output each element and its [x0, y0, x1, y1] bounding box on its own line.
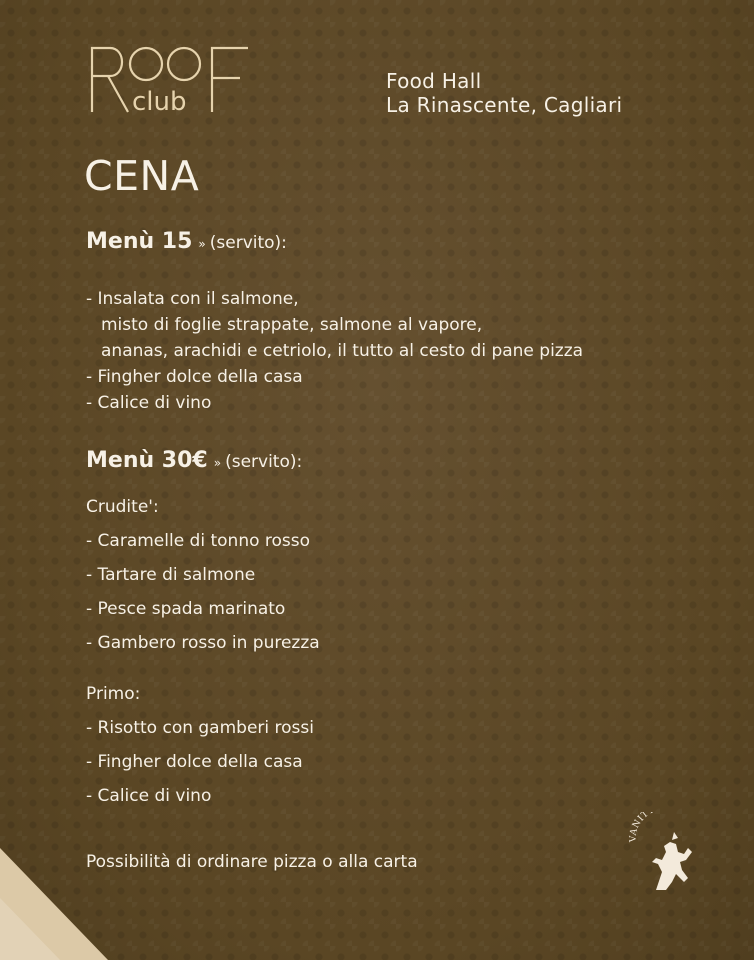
vanity-club-logo [628, 812, 714, 898]
primo-item: - Calice di vino [86, 786, 212, 806]
menu-15-item: - Fingher dolce della casa [86, 367, 303, 387]
menu-15-item: - Calice di vino [86, 393, 212, 413]
roof-club-logo [88, 42, 253, 114]
decorative-corner-shade [0, 898, 60, 960]
vanity-club-emblem [628, 812, 714, 898]
crudite-item: - Gambero rosso in purezza [86, 633, 320, 653]
crudite-item: - Pesce spada marinato [86, 599, 286, 619]
menu-15-note: (servito): [209, 233, 287, 253]
venue-address [386, 69, 622, 117]
crudite-item: - Tartare di salmone [86, 565, 256, 585]
address-line-1: Food Hall [386, 69, 482, 93]
menu-15-item: - Insalata con il salmone, [86, 289, 299, 309]
menu-30-name: Menù 30€ [86, 448, 208, 473]
menu-30-heading [86, 448, 302, 473]
page-title: CENA [84, 152, 200, 200]
svg-text:VANITY CLUB: VANIT [628, 812, 652, 843]
address-line-2: La Rinascente, Cagliari [386, 93, 623, 117]
menu-15-item-detail: misto di foglie strappate, salmone al vapore, [101, 315, 483, 335]
primo-item: - Fingher dolce della casa [86, 752, 303, 772]
primo-label: Primo: [86, 684, 141, 704]
primo-item: - Risotto con gamberi rossi [86, 718, 314, 738]
arrow-icon: » [213, 456, 222, 470]
menu-15-heading [86, 229, 287, 254]
footer-note: Possibilità di ordinare pizza o alla carta [86, 852, 418, 872]
menu-15-item-detail: ananas, arachidi e cetriolo, il tutto al cesto di pane pizza [101, 341, 584, 361]
menu-30-note: (servito): [225, 452, 303, 472]
crudite-label: Crudite': [86, 497, 159, 517]
menu-15-name: Menù 15 [86, 229, 193, 254]
svg-text:club: club [132, 87, 187, 114]
roof-club-logo-graphic [88, 42, 253, 114]
arrow-icon: » [198, 237, 206, 251]
crudite-item: - Caramelle di tonno rosso [86, 531, 311, 551]
